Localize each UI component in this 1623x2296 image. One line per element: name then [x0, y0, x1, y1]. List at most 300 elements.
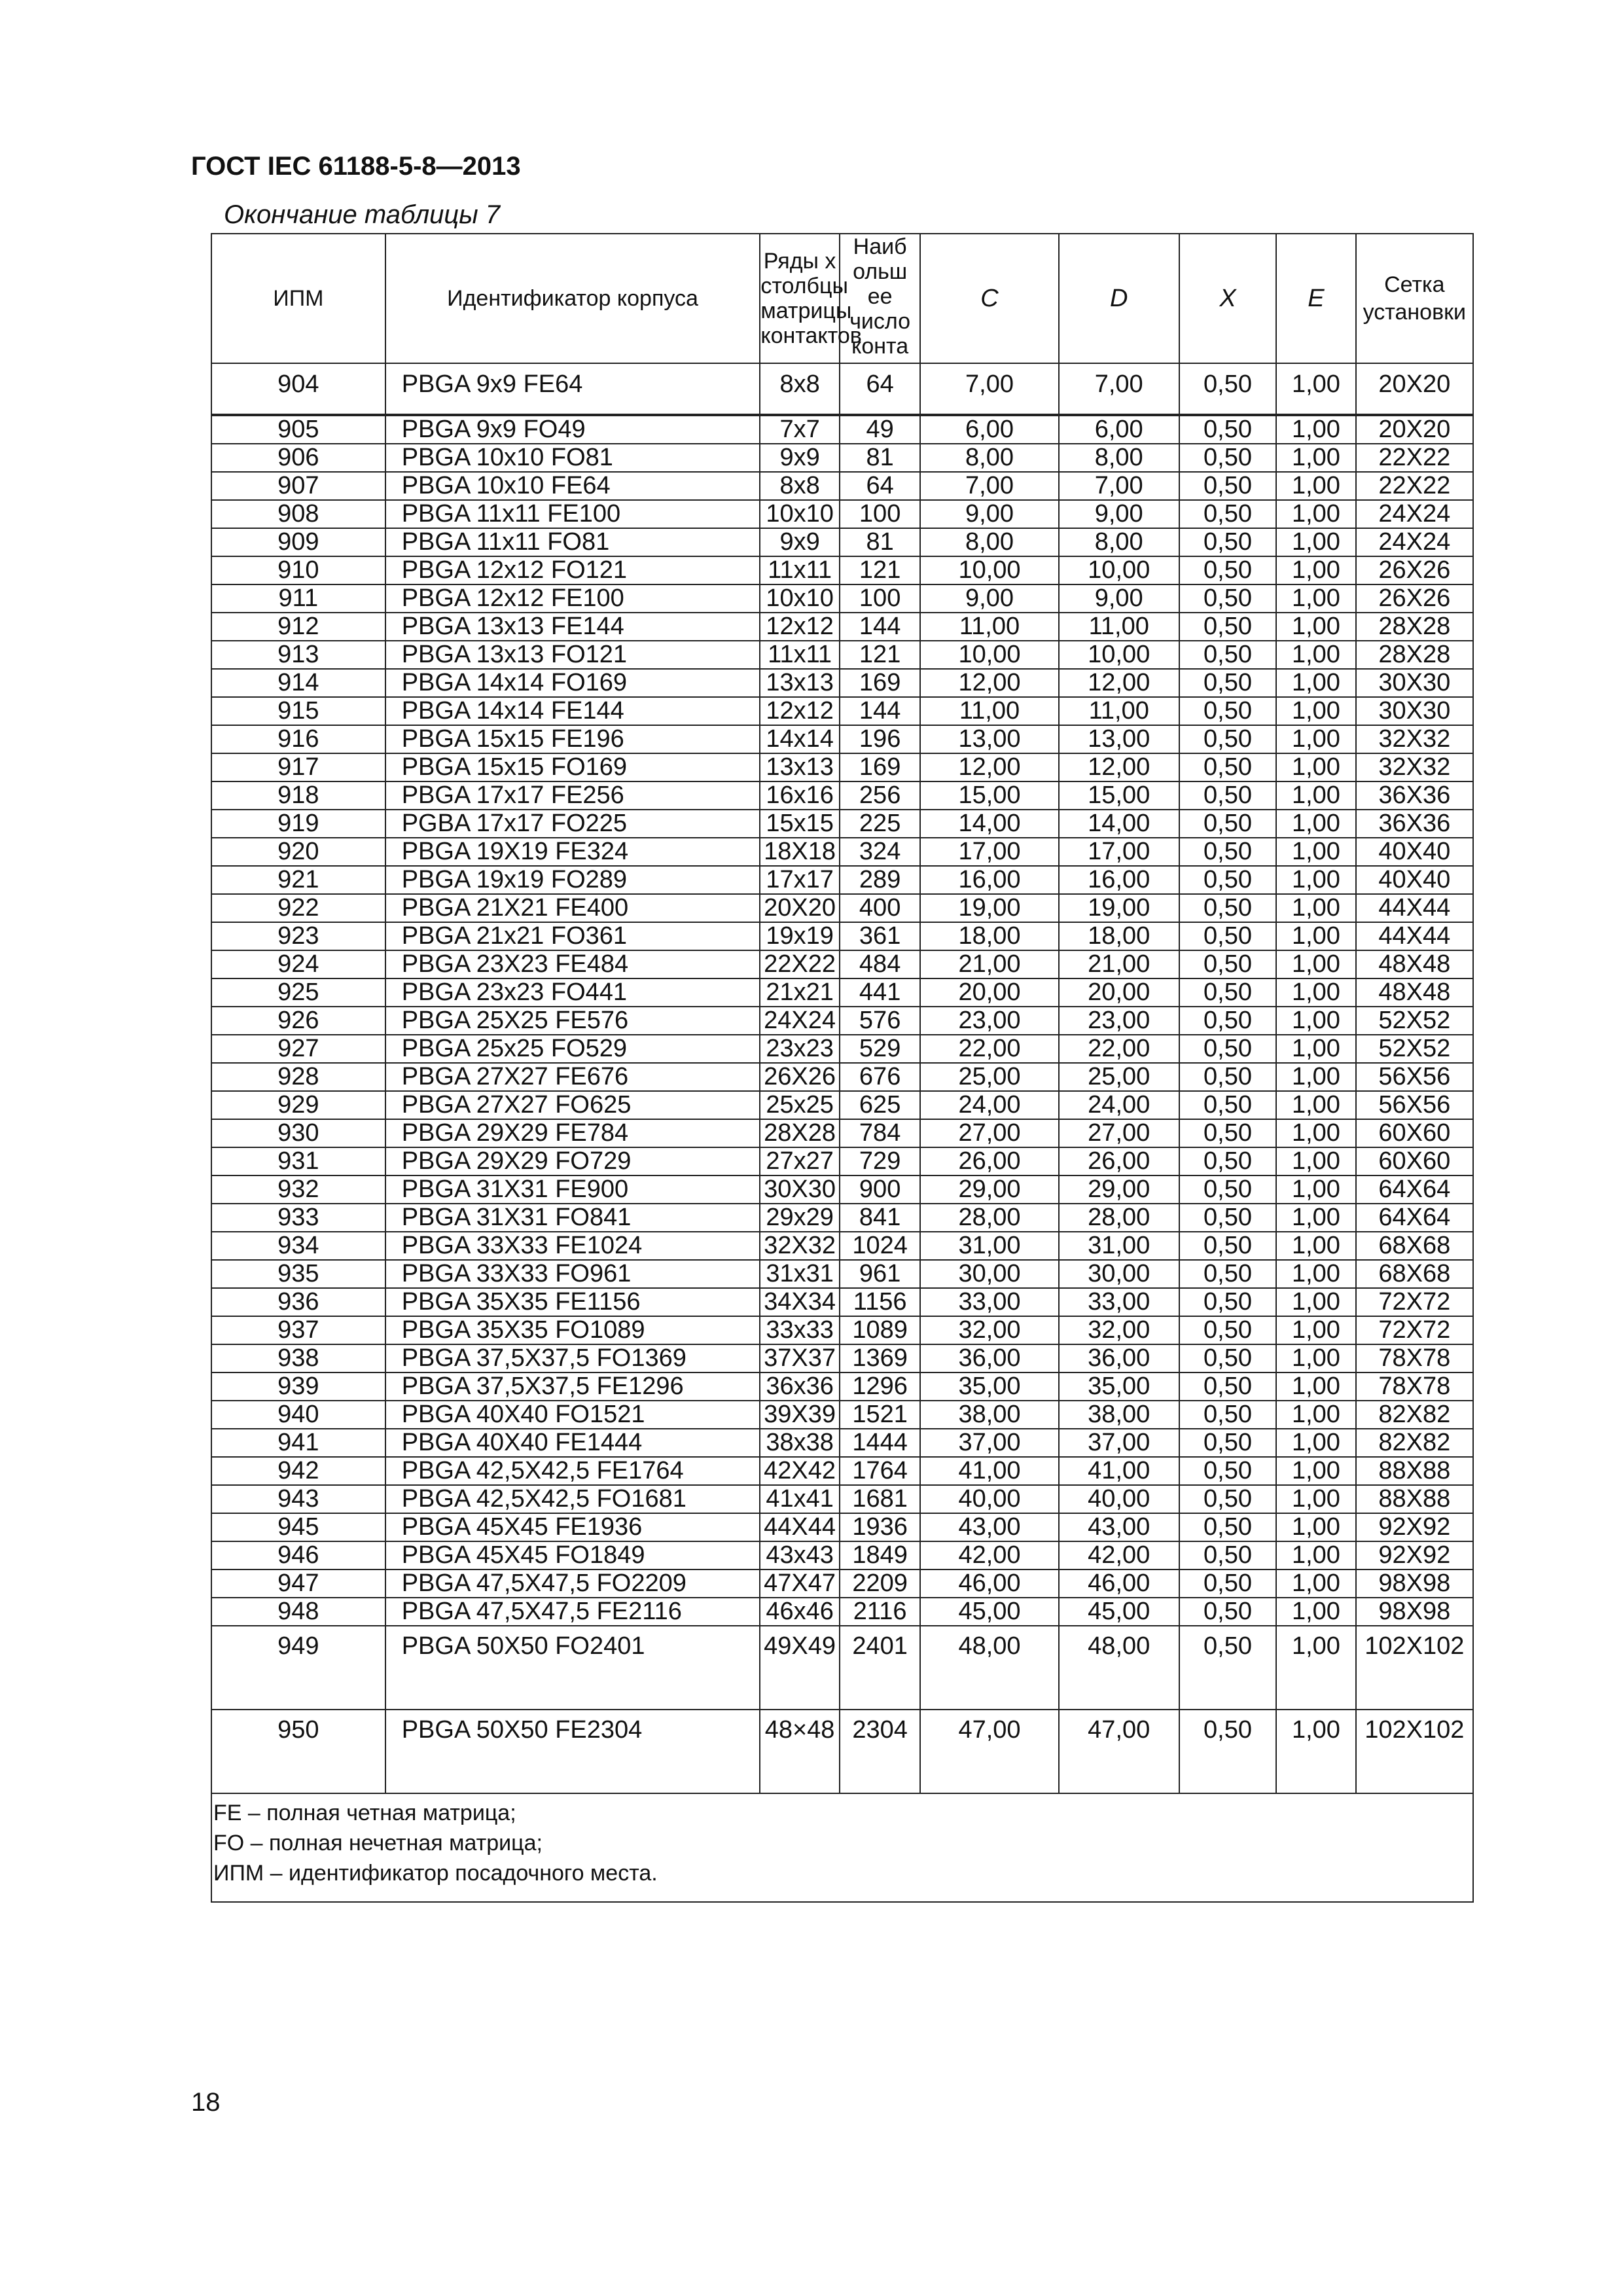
- cell-max-contacts: 484: [840, 950, 921, 978]
- cell-matrix: 17x17: [760, 866, 840, 894]
- header-rows-cols-line: столбцы: [760, 274, 848, 298]
- cell-matrix: 30X30: [760, 1175, 840, 1204]
- cell-matrix: 12x12: [760, 697, 840, 725]
- table-row: [211, 1710, 1473, 1793]
- cell-package-id: PBGA 12x12 FO121: [385, 556, 760, 584]
- cell-x: 0,50: [1179, 1372, 1276, 1401]
- cell-ipm: 929: [211, 1091, 385, 1119]
- cell-d: 11,00: [1059, 697, 1179, 725]
- cell-e: 1,00: [1276, 415, 1356, 444]
- cell-matrix: 23x23: [760, 1035, 840, 1063]
- header-rows-cols-line: контактов: [760, 323, 862, 348]
- cell-matrix: 37X37: [760, 1344, 840, 1372]
- cell-x: 0,50: [1179, 1457, 1276, 1485]
- table-row: [211, 1204, 1473, 1232]
- cell-d: 30,00: [1059, 1260, 1179, 1288]
- cell-grid: 56X56: [1356, 1091, 1473, 1119]
- cell-grid: 30X30: [1356, 669, 1473, 697]
- cell-c: 17,00: [920, 838, 1058, 866]
- cell-ipm: 935: [211, 1260, 385, 1288]
- cell-matrix: 41x41: [760, 1485, 840, 1513]
- cell-grid: 82X82: [1356, 1429, 1473, 1457]
- cell-grid: 40X40: [1356, 866, 1473, 894]
- cell-c: 48,00: [920, 1626, 1058, 1710]
- cell-x: 0,50: [1179, 1570, 1276, 1598]
- cell-matrix: 8x8: [760, 363, 840, 415]
- cell-x: 0,50: [1179, 725, 1276, 753]
- cell-ipm: 906: [211, 444, 385, 472]
- cell-grid: 48X48: [1356, 978, 1473, 1007]
- cell-max-contacts: 100: [840, 500, 921, 528]
- cell-x: 0,50: [1179, 584, 1276, 613]
- cell-package-id: PBGA 37,5X37,5 FE1296: [385, 1372, 760, 1401]
- cell-d: 21,00: [1059, 950, 1179, 978]
- cell-ipm: 924: [211, 950, 385, 978]
- cell-x: 0,50: [1179, 1260, 1276, 1288]
- cell-x: 0,50: [1179, 363, 1276, 415]
- cell-matrix: 39X39: [760, 1401, 840, 1429]
- cell-e: 1,00: [1276, 1063, 1356, 1091]
- cell-max-contacts: 361: [840, 922, 921, 950]
- cell-c: 36,00: [920, 1344, 1058, 1372]
- cell-c: 6,00: [920, 415, 1058, 444]
- cell-max-contacts: 196: [840, 725, 921, 753]
- cell-max-contacts: 2401: [840, 1626, 921, 1710]
- cell-e: 1,00: [1276, 781, 1356, 810]
- cell-ipm: 937: [211, 1316, 385, 1344]
- cell-matrix: 29x29: [760, 1204, 840, 1232]
- cell-ipm: 943: [211, 1485, 385, 1513]
- cell-grid: 26X26: [1356, 556, 1473, 584]
- header-max-line: ее: [867, 284, 893, 309]
- cell-grid: 72X72: [1356, 1316, 1473, 1344]
- cell-package-id: PBGA 9x9 FE64: [385, 363, 760, 415]
- table-row: [211, 1401, 1473, 1429]
- cell-package-id: PBGA 42,5X42,5 FO1681: [385, 1485, 760, 1513]
- cell-package-id: PBGA 33X33 FO961: [385, 1260, 760, 1288]
- cell-c: 38,00: [920, 1401, 1058, 1429]
- cell-package-id: PBGA 14x14 FO169: [385, 669, 760, 697]
- cell-d: 43,00: [1059, 1513, 1179, 1541]
- cell-x: 0,50: [1179, 613, 1276, 641]
- cell-e: 1,00: [1276, 1204, 1356, 1232]
- cell-package-id: PBGA 25X25 FE576: [385, 1007, 760, 1035]
- cell-c: 33,00: [920, 1288, 1058, 1316]
- note-fo: FO – полная нечетная матрица;: [213, 1831, 543, 1856]
- cell-grid: 30X30: [1356, 697, 1473, 725]
- table-row: [211, 1429, 1473, 1457]
- cell-c: 13,00: [920, 725, 1058, 753]
- cell-x: 0,50: [1179, 1063, 1276, 1091]
- cell-d: 36,00: [1059, 1344, 1179, 1372]
- notes-cell: [211, 1793, 1473, 1902]
- cell-matrix: 48×48: [760, 1710, 840, 1793]
- note-fe: FE – полная четная матрица;: [213, 1801, 516, 1825]
- cell-d: 12,00: [1059, 669, 1179, 697]
- cell-grid: 52X52: [1356, 1035, 1473, 1063]
- cell-d: 41,00: [1059, 1457, 1179, 1485]
- cell-ipm: 940: [211, 1401, 385, 1429]
- cell-package-id: PBGA 10x10 FE64: [385, 472, 760, 500]
- cell-max-contacts: 1296: [840, 1372, 921, 1401]
- cell-d: 28,00: [1059, 1204, 1179, 1232]
- cell-c: 18,00: [920, 922, 1058, 950]
- table-row: [211, 894, 1473, 922]
- header-rows-cols-line: матрицы: [760, 298, 852, 323]
- cell-grid: 98X98: [1356, 1570, 1473, 1598]
- cell-e: 1,00: [1276, 1598, 1356, 1626]
- table-row: [211, 1372, 1473, 1401]
- cell-ipm: 909: [211, 528, 385, 556]
- cell-x: 0,50: [1179, 669, 1276, 697]
- header-grid: [1356, 234, 1473, 363]
- cell-max-contacts: 64: [840, 363, 921, 415]
- cell-c: 11,00: [920, 613, 1058, 641]
- cell-c: 31,00: [920, 1232, 1058, 1260]
- cell-d: 42,00: [1059, 1541, 1179, 1570]
- table-row: [211, 1457, 1473, 1485]
- cell-max-contacts: 81: [840, 444, 921, 472]
- cell-grid: 88X88: [1356, 1457, 1473, 1485]
- cell-e: 1,00: [1276, 838, 1356, 866]
- cell-grid: 78X78: [1356, 1372, 1473, 1401]
- cell-grid: 24X24: [1356, 500, 1473, 528]
- cell-max-contacts: 169: [840, 753, 921, 781]
- cell-max-contacts: 100: [840, 584, 921, 613]
- cell-package-id: PBGA 13x13 FE144: [385, 613, 760, 641]
- cell-ipm: 947: [211, 1570, 385, 1598]
- cell-x: 0,50: [1179, 1091, 1276, 1119]
- cell-ipm: 923: [211, 922, 385, 950]
- cell-d: 29,00: [1059, 1175, 1179, 1204]
- cell-c: 28,00: [920, 1204, 1058, 1232]
- cell-matrix: 16x16: [760, 781, 840, 810]
- cell-x: 0,50: [1179, 781, 1276, 810]
- table-row: [211, 1626, 1473, 1710]
- header-max-line: конта: [851, 334, 909, 359]
- cell-package-id: PBGA 11x11 FO81: [385, 528, 760, 556]
- cell-package-id: PBGA 29X29 FO729: [385, 1147, 760, 1175]
- cell-max-contacts: 961: [840, 1260, 921, 1288]
- table-row: [211, 922, 1473, 950]
- cell-d: 20,00: [1059, 978, 1179, 1007]
- cell-ipm: 934: [211, 1232, 385, 1260]
- cell-x: 0,50: [1179, 1710, 1276, 1793]
- cell-c: 9,00: [920, 500, 1058, 528]
- cell-e: 1,00: [1276, 1372, 1356, 1401]
- cell-package-id: PBGA 19X19 FE324: [385, 838, 760, 866]
- cell-matrix: 44X44: [760, 1513, 840, 1541]
- cell-max-contacts: 1156: [840, 1288, 921, 1316]
- cell-max-contacts: 1521: [840, 1401, 921, 1429]
- cell-e: 1,00: [1276, 1119, 1356, 1147]
- cell-max-contacts: 1936: [840, 1513, 921, 1541]
- cell-c: 22,00: [920, 1035, 1058, 1063]
- cell-package-id: PBGA 25x25 FO529: [385, 1035, 760, 1063]
- cell-e: 1,00: [1276, 584, 1356, 613]
- table-row: [211, 613, 1473, 641]
- cell-e: 1,00: [1276, 753, 1356, 781]
- cell-c: 42,00: [920, 1541, 1058, 1570]
- cell-ipm: 920: [211, 838, 385, 866]
- cell-e: 1,00: [1276, 1091, 1356, 1119]
- cell-x: 0,50: [1179, 1288, 1276, 1316]
- cell-d: 16,00: [1059, 866, 1179, 894]
- cell-ipm: 919: [211, 810, 385, 838]
- cell-grid: 24X24: [1356, 528, 1473, 556]
- cell-c: 35,00: [920, 1372, 1058, 1401]
- cell-d: 45,00: [1059, 1598, 1179, 1626]
- cell-x: 0,50: [1179, 866, 1276, 894]
- cell-package-id: PBGA 47,5X47,5 FE2116: [385, 1598, 760, 1626]
- cell-e: 1,00: [1276, 363, 1356, 415]
- cell-c: 12,00: [920, 753, 1058, 781]
- cell-package-id: PBGA 45X45 FE1936: [385, 1513, 760, 1541]
- cell-d: 27,00: [1059, 1119, 1179, 1147]
- table-row: [211, 528, 1473, 556]
- cell-c: 45,00: [920, 1598, 1058, 1626]
- cell-e: 1,00: [1276, 669, 1356, 697]
- cell-matrix: 28X28: [760, 1119, 840, 1147]
- cell-ipm: 942: [211, 1457, 385, 1485]
- cell-x: 0,50: [1179, 838, 1276, 866]
- cell-d: 15,00: [1059, 781, 1179, 810]
- cell-package-id: PBGA 13x13 FO121: [385, 641, 760, 669]
- cell-c: 7,00: [920, 363, 1058, 415]
- table-row: [211, 363, 1473, 415]
- cell-max-contacts: 169: [840, 669, 921, 697]
- cell-max-contacts: 121: [840, 556, 921, 584]
- cell-matrix: 13x13: [760, 753, 840, 781]
- header-rows-cols: [760, 234, 862, 363]
- cell-grid: 44X44: [1356, 894, 1473, 922]
- cell-d: 22,00: [1059, 1035, 1179, 1063]
- cell-package-id: PBGA 17x17 FE256: [385, 781, 760, 810]
- cell-c: 25,00: [920, 1063, 1058, 1091]
- cell-x: 0,50: [1179, 810, 1276, 838]
- cell-d: 33,00: [1059, 1288, 1179, 1316]
- table-row: [211, 1091, 1473, 1119]
- cell-matrix: 13x13: [760, 669, 840, 697]
- cell-matrix: 12x12: [760, 613, 840, 641]
- cell-package-id: PBGA 14x14 FE144: [385, 697, 760, 725]
- cell-package-id: PBGA 35X35 FE1156: [385, 1288, 760, 1316]
- cell-grid: 78X78: [1356, 1344, 1473, 1372]
- table-row: [211, 472, 1473, 500]
- table-row: [211, 444, 1473, 472]
- cell-grid: 82X82: [1356, 1401, 1473, 1429]
- cell-x: 0,50: [1179, 500, 1276, 528]
- cell-grid: 32X32: [1356, 753, 1473, 781]
- cell-e: 1,00: [1276, 1175, 1356, 1204]
- cell-max-contacts: 784: [840, 1119, 921, 1147]
- cell-grid: 28X28: [1356, 641, 1473, 669]
- cell-grid: 102X102: [1356, 1710, 1473, 1793]
- cell-ipm: 938: [211, 1344, 385, 1372]
- cell-grid: 56X56: [1356, 1063, 1473, 1091]
- cell-max-contacts: 81: [840, 528, 921, 556]
- cell-package-id: PBGA 29X29 FE784: [385, 1119, 760, 1147]
- cell-ipm: 930: [211, 1119, 385, 1147]
- document-title: ГОСТ IEC 61188-5-8—2013: [191, 152, 521, 181]
- cell-matrix: 26X26: [760, 1063, 840, 1091]
- data-table: [211, 233, 1474, 1903]
- cell-d: 14,00: [1059, 810, 1179, 838]
- cell-e: 1,00: [1276, 725, 1356, 753]
- cell-d: 31,00: [1059, 1232, 1179, 1260]
- cell-max-contacts: 529: [840, 1035, 921, 1063]
- header-d: D: [1059, 234, 1179, 363]
- cell-d: 12,00: [1059, 753, 1179, 781]
- cell-matrix: 22X22: [760, 950, 840, 978]
- cell-e: 1,00: [1276, 978, 1356, 1007]
- table-row: [211, 781, 1473, 810]
- cell-grid: 64X64: [1356, 1204, 1473, 1232]
- cell-d: 37,00: [1059, 1429, 1179, 1457]
- cell-package-id: PBGA 21X21 FE400: [385, 894, 760, 922]
- cell-x: 0,50: [1179, 415, 1276, 444]
- table-row: [211, 1316, 1473, 1344]
- cell-d: 47,00: [1059, 1710, 1179, 1793]
- cell-package-id: PBGA 27X27 FO625: [385, 1091, 760, 1119]
- cell-ipm: 917: [211, 753, 385, 781]
- cell-d: 24,00: [1059, 1091, 1179, 1119]
- cell-x: 0,50: [1179, 922, 1276, 950]
- cell-e: 1,00: [1276, 1344, 1356, 1372]
- cell-e: 1,00: [1276, 613, 1356, 641]
- cell-max-contacts: 441: [840, 978, 921, 1007]
- table-row: [211, 641, 1473, 669]
- cell-c: 40,00: [920, 1485, 1058, 1513]
- cell-package-id: PBGA 19x19 FO289: [385, 866, 760, 894]
- cell-d: 18,00: [1059, 922, 1179, 950]
- cell-c: 15,00: [920, 781, 1058, 810]
- table-row: [211, 1598, 1473, 1626]
- cell-x: 0,50: [1179, 1626, 1276, 1710]
- cell-x: 0,50: [1179, 556, 1276, 584]
- cell-d: 38,00: [1059, 1401, 1179, 1429]
- cell-x: 0,50: [1179, 1541, 1276, 1570]
- cell-matrix: 43x43: [760, 1541, 840, 1570]
- cell-max-contacts: 144: [840, 613, 921, 641]
- table-row: [211, 1344, 1473, 1372]
- cell-c: 10,00: [920, 641, 1058, 669]
- cell-matrix: 11x11: [760, 556, 840, 584]
- table-row: [211, 1232, 1473, 1260]
- cell-c: 30,00: [920, 1260, 1058, 1288]
- cell-d: 11,00: [1059, 613, 1179, 641]
- table-row: [211, 1119, 1473, 1147]
- cell-x: 0,50: [1179, 1119, 1276, 1147]
- cell-grid: 68X68: [1356, 1260, 1473, 1288]
- cell-x: 0,50: [1179, 1035, 1276, 1063]
- cell-ipm: 916: [211, 725, 385, 753]
- cell-ipm: 945: [211, 1513, 385, 1541]
- cell-package-id: PBGA 42,5X42,5 FE1764: [385, 1457, 760, 1485]
- cell-grid: 36X36: [1356, 810, 1473, 838]
- cell-matrix: 7x7: [760, 415, 840, 444]
- cell-e: 1,00: [1276, 1288, 1356, 1316]
- cell-e: 1,00: [1276, 1232, 1356, 1260]
- header-package-id: Идентификатор корпуса: [385, 234, 760, 363]
- cell-d: 25,00: [1059, 1063, 1179, 1091]
- cell-package-id: PGBA 17x17 FO225: [385, 810, 760, 838]
- cell-max-contacts: 49: [840, 415, 921, 444]
- header-c: C: [920, 234, 1058, 363]
- cell-e: 1,00: [1276, 641, 1356, 669]
- table-row: [211, 1541, 1473, 1570]
- table-row: [211, 1260, 1473, 1288]
- cell-x: 0,50: [1179, 1344, 1276, 1372]
- cell-max-contacts: 1681: [840, 1485, 921, 1513]
- cell-e: 1,00: [1276, 866, 1356, 894]
- cell-c: 16,00: [920, 866, 1058, 894]
- cell-grid: 32X32: [1356, 725, 1473, 753]
- header-ipm: ИПМ: [211, 234, 385, 363]
- cell-package-id: PBGA 31X31 FO841: [385, 1204, 760, 1232]
- cell-e: 1,00: [1276, 528, 1356, 556]
- cell-x: 0,50: [1179, 444, 1276, 472]
- cell-max-contacts: 64: [840, 472, 921, 500]
- cell-e: 1,00: [1276, 1626, 1356, 1710]
- cell-ipm: 933: [211, 1204, 385, 1232]
- cell-max-contacts: 1849: [840, 1541, 921, 1570]
- table-row: [211, 1007, 1473, 1035]
- cell-matrix: 9x9: [760, 444, 840, 472]
- cell-max-contacts: 576: [840, 1007, 921, 1035]
- cell-e: 1,00: [1276, 500, 1356, 528]
- cell-package-id: PBGA 15x15 FE196: [385, 725, 760, 753]
- cell-e: 1,00: [1276, 1485, 1356, 1513]
- cell-ipm: 948: [211, 1598, 385, 1626]
- table-container: [211, 233, 1474, 1903]
- cell-e: 1,00: [1276, 1457, 1356, 1485]
- cell-ipm: 910: [211, 556, 385, 584]
- cell-d: 17,00: [1059, 838, 1179, 866]
- cell-matrix: 32X32: [760, 1232, 840, 1260]
- cell-d: 40,00: [1059, 1485, 1179, 1513]
- cell-package-id: PBGA 45X45 FO1849: [385, 1541, 760, 1570]
- cell-e: 1,00: [1276, 1710, 1356, 1793]
- cell-x: 0,50: [1179, 1175, 1276, 1204]
- cell-ipm: 904: [211, 363, 385, 415]
- table-row: [211, 838, 1473, 866]
- cell-x: 0,50: [1179, 528, 1276, 556]
- cell-matrix: 20X20: [760, 894, 840, 922]
- table-row: [211, 950, 1473, 978]
- cell-e: 1,00: [1276, 697, 1356, 725]
- cell-grid: 22X22: [1356, 472, 1473, 500]
- cell-ipm: 907: [211, 472, 385, 500]
- cell-matrix: 36x36: [760, 1372, 840, 1401]
- cell-x: 0,50: [1179, 472, 1276, 500]
- cell-d: 23,00: [1059, 1007, 1179, 1035]
- cell-c: 46,00: [920, 1570, 1058, 1598]
- cell-max-contacts: 729: [840, 1147, 921, 1175]
- header-grid-line: установки: [1363, 300, 1467, 325]
- table-row: [211, 669, 1473, 697]
- cell-matrix: 31x31: [760, 1260, 840, 1288]
- table-row: [211, 697, 1473, 725]
- cell-x: 0,50: [1179, 1147, 1276, 1175]
- header-max-line: Наиб: [853, 234, 907, 259]
- notes-row: [211, 1793, 1473, 1902]
- table-row: [211, 1175, 1473, 1204]
- cell-package-id: PBGA 40X40 FO1521: [385, 1401, 760, 1429]
- cell-package-id: PBGA 37,5X37,5 FO1369: [385, 1344, 760, 1372]
- cell-matrix: 19x19: [760, 922, 840, 950]
- cell-e: 1,00: [1276, 1147, 1356, 1175]
